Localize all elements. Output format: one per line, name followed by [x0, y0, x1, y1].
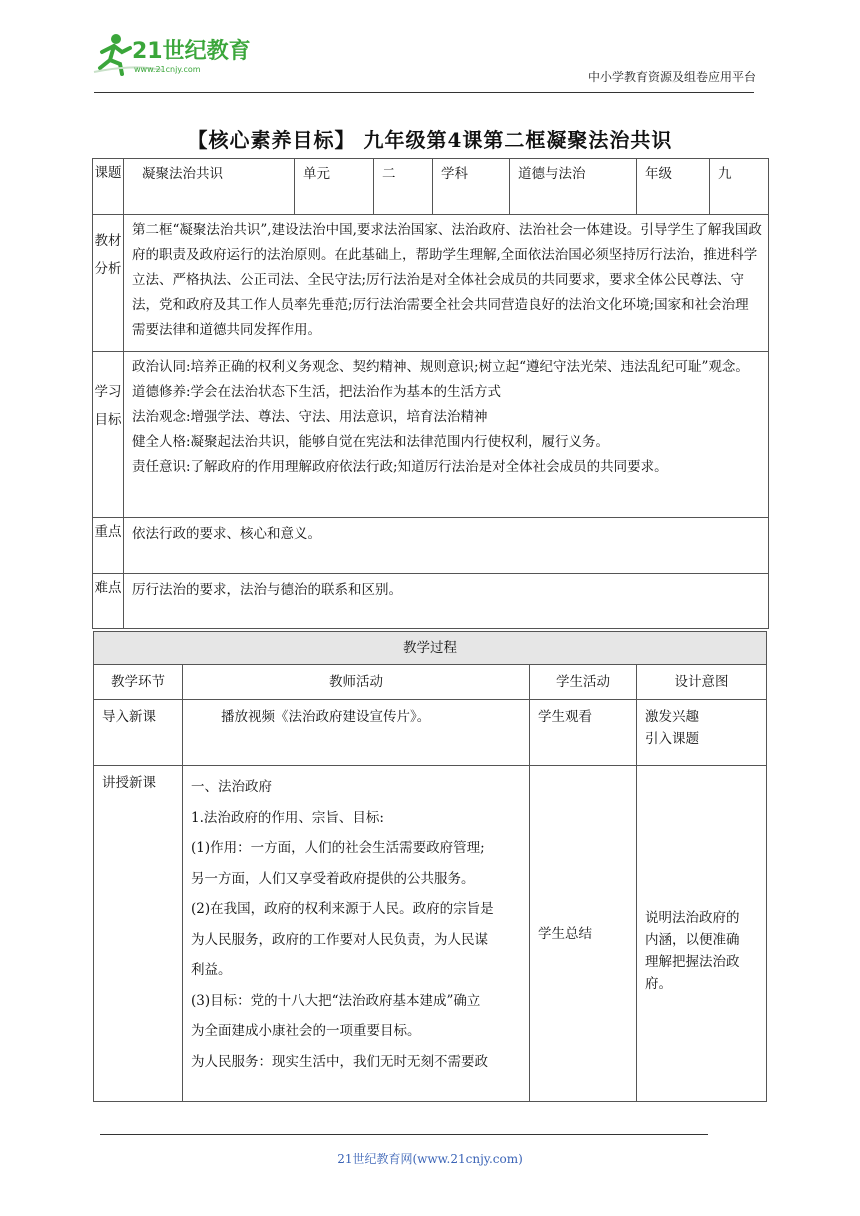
unit-value: 二 — [374, 159, 433, 215]
footer-link[interactable]: 21世纪教育网(www.21cnjy.com) — [337, 1152, 523, 1166]
design-line: 内涵，以便准确 — [645, 931, 740, 948]
goal-item: 健全人格:凝聚起法治共识，能够自觉在宪法和法律范围内行使权利，履行义务。 — [132, 434, 610, 450]
teacher-line: 另一方面，人们又享受着政府提供的公共服务。 — [191, 870, 475, 887]
difficult-text: 厉行法治的要求，法治与德治的联系和区别。 — [124, 574, 769, 629]
teacher-line: 1.法治政府的作用、宗旨、目标: — [191, 809, 384, 826]
goal-item: 责任意识:了解政府的作用理解政府依法行政;知道厉行法治是对全体社会成员的共同要求。 — [132, 459, 668, 475]
intro-design — [637, 700, 767, 766]
header-platform-text: 中小学教育资源及组卷应用平台 — [587, 70, 756, 84]
goal-item: 政治认同:培养正确的权利义务观念、契约精神、规则意识;树立起“遵纪守法光荣、违法乱纪可耻”观念。 — [132, 359, 749, 375]
teacher-line: (1)作用：一方面，人们的社会生活需要政府管理; — [191, 840, 485, 856]
goals-list — [124, 352, 769, 518]
design-line: 说明法治政府的 — [645, 909, 740, 926]
intro-teacher: 播放视频《法治政府建设宣传片》。 — [183, 700, 530, 766]
teaching-process-table — [93, 631, 767, 1102]
design-line: 理解把握法治政 — [645, 953, 740, 970]
new-design — [637, 766, 767, 1102]
header-divider — [94, 92, 754, 93]
grade-label: 年级 — [637, 159, 710, 215]
logo-text: 21世纪教育 — [132, 39, 251, 64]
topic-value: 凝聚法治共识 — [124, 159, 295, 215]
teacher-line: 为人民服务：现实生活中，我们无时无刻不需要政 — [191, 1053, 488, 1070]
new-stage: 讲授新课 — [94, 766, 183, 1102]
goal-item: 道德修养:学会在法治状态下生活，把法治作为基本的生活方式 — [132, 384, 502, 400]
key-label: 重点 — [93, 518, 124, 574]
new-teacher — [183, 766, 530, 1102]
subject-value: 道德与法治 — [510, 159, 637, 215]
col-design: 设计意图 — [637, 665, 767, 700]
subject-label: 学科 — [433, 159, 510, 215]
teacher-line: (3)目标：党的十八大把“法治政府基本建成”确立 — [191, 992, 481, 1009]
teacher-line: 利益。 — [191, 962, 232, 978]
process-band-title: 教学过程 — [94, 632, 767, 665]
intro-design-line: 激发兴趣 — [645, 709, 699, 725]
analysis-label: 教材分析 — [93, 215, 124, 352]
intro-design-line: 引入课题 — [645, 731, 699, 747]
footer-divider — [100, 1134, 708, 1135]
teacher-line: 一、法治政府 — [191, 779, 272, 795]
page-title: 【核心素养目标】 九年级第4课第二框凝聚法治共识 — [187, 128, 673, 152]
runner-icon — [92, 30, 262, 80]
teacher-line: (2)在我国，政府的权利来源于人民。政府的宗旨是 — [191, 901, 494, 917]
intro-student: 学生观看 — [530, 700, 637, 766]
col-student: 学生活动 — [530, 665, 637, 700]
lesson-info-table — [92, 158, 769, 629]
difficult-label: 难点 — [93, 574, 124, 629]
col-teacher: 教师活动 — [183, 665, 530, 700]
new-student: 学生总结 — [530, 766, 637, 1102]
goals-label: 学习目标 — [93, 352, 124, 518]
col-stage: 教学环节 — [94, 665, 183, 700]
grade-value: 九 — [710, 159, 769, 215]
analysis-text: 第二框“凝聚法治共识”,建设法治中国,要求法治国家、法治政府、法治社会一体建设。引导学生了解我国政府的职责及政府运行的法治原则。在此基础上，帮助学生理解,全面依法治国必须坚持厉行法治，推进科学立法、严格执法、公正司法、全民守法;厉行法治是对全体社会成员的共同要求，要求全体公民尊法、守法，党和政府及其工作人员率先垂范;厉行法治需要全社会共同营造良好的法治文化环境;国家和社会治理需要法律和道德共同发挥作用。 — [124, 215, 769, 352]
topic-label: 课题 — [93, 159, 124, 215]
goal-item: 法治观念:增强学法、尊法、守法、用法意识，培育法治精神 — [132, 409, 488, 425]
design-line: 府。 — [645, 975, 672, 992]
logo-url: www.21cnjy.com — [134, 65, 201, 74]
teacher-line: 为全面建成小康社会的一项重要目标。 — [191, 1023, 421, 1039]
teacher-line: 为人民服务，政府的工作要对人民负责，为人民谋 — [191, 931, 488, 948]
intro-stage: 导入新课 — [94, 700, 183, 766]
site-logo — [92, 30, 262, 80]
key-text: 依法行政的要求、核心和意义。 — [124, 518, 769, 574]
unit-label: 单元 — [295, 159, 374, 215]
